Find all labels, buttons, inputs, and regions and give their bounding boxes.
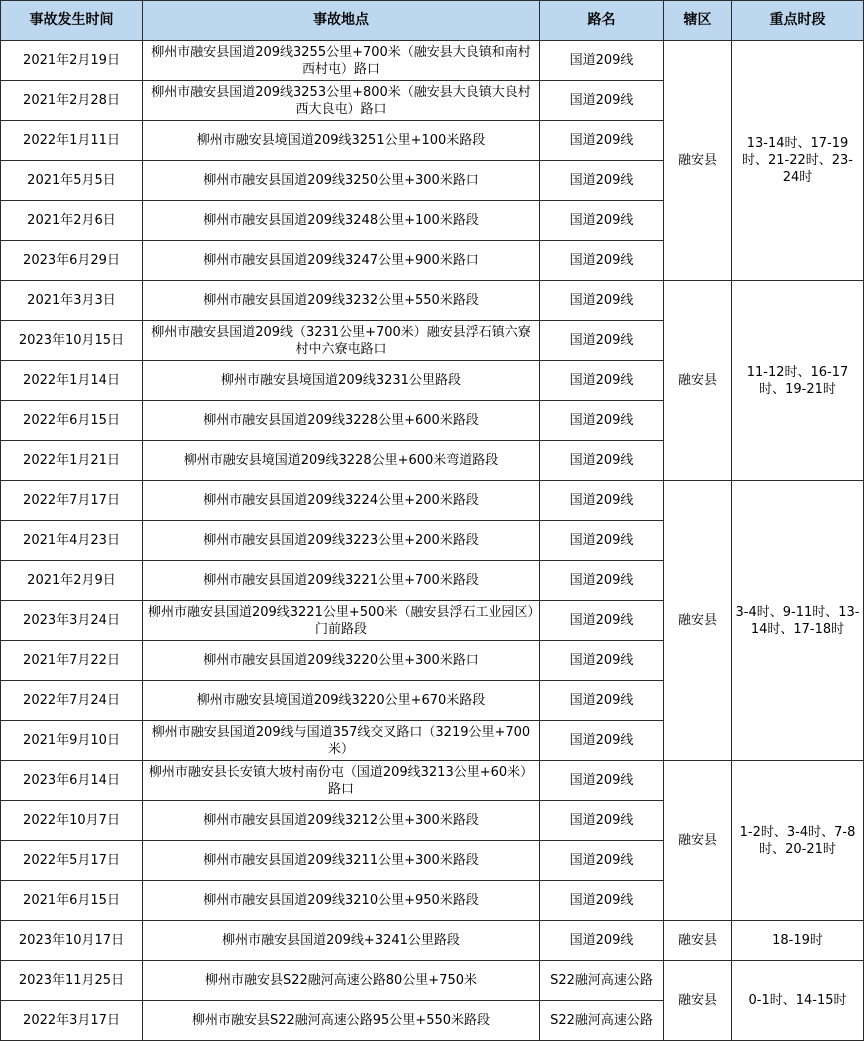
location-cell: 柳州市融安县国道209线3253公里+800米（融安县大良镇大良村西大良屯）路口 — [143, 81, 540, 121]
location-cell: 柳州市融安县国道209线3223公里+200米路段 — [143, 521, 540, 561]
location-cell: 柳州市融安县国道209线3210公里+950米路段 — [143, 881, 540, 921]
header-period: 重点时段 — [732, 1, 864, 41]
header-row — [1, 1, 864, 41]
location-cell: 柳州市融安县境国道209线3231公里路段 — [143, 361, 540, 401]
table-row — [1, 281, 864, 321]
road-cell: 国道209线 — [540, 41, 664, 81]
road-cell: 国道209线 — [540, 361, 664, 401]
road-cell: 国道209线 — [540, 801, 664, 841]
district-cell: 融安县 — [664, 41, 732, 281]
road-cell: 国道209线 — [540, 161, 664, 201]
header-date: 事故发生时间 — [1, 1, 143, 41]
period-cell: 0-1时、14-15时 — [732, 961, 864, 1041]
road-cell: 国道209线 — [540, 481, 664, 521]
date-cell: 2021年9月10日 — [1, 721, 143, 761]
location-cell: 柳州市融安县长安镇大坡村南份屯（国道209线3213公里+60米）路口 — [143, 761, 540, 801]
road-cell: 国道209线 — [540, 921, 664, 961]
date-cell: 2021年2月28日 — [1, 81, 143, 121]
location-cell: 柳州市融安县国道209线（3231公里+700米）融安县浮石镇六寮村中六寮屯路口 — [143, 321, 540, 361]
location-cell: 柳州市融安县国道209线3255公里+700米（融安县大良镇和南村西村屯）路口 — [143, 41, 540, 81]
location-cell: 柳州市融安县国道209线3220公里+300米路口 — [143, 641, 540, 681]
location-cell: 柳州市融安县国道209线3212公里+300米路段 — [143, 801, 540, 841]
period-cell: 13-14时、17-19时、21-22时、23-24时 — [732, 41, 864, 281]
road-cell: 国道209线 — [540, 441, 664, 481]
period-cell: 3-4时、9-11时、13-14时、17-18时 — [732, 481, 864, 761]
road-cell: 国道209线 — [540, 81, 664, 121]
road-cell: 国道209线 — [540, 281, 664, 321]
road-cell: 国道209线 — [540, 641, 664, 681]
table-row — [1, 481, 864, 521]
date-cell: 2022年1月11日 — [1, 121, 143, 161]
table-body — [1, 41, 864, 1041]
road-cell: 国道209线 — [540, 761, 664, 801]
road-cell: 国道209线 — [540, 521, 664, 561]
date-cell: 2023年11月25日 — [1, 961, 143, 1001]
date-cell: 2022年1月21日 — [1, 441, 143, 481]
header-location: 事故地点 — [143, 1, 540, 41]
date-cell: 2021年2月9日 — [1, 561, 143, 601]
location-cell: 柳州市融安县国道209线3221公里+700米路段 — [143, 561, 540, 601]
district-cell: 融安县 — [664, 281, 732, 481]
road-cell: 国道209线 — [540, 881, 664, 921]
date-cell: 2023年10月15日 — [1, 321, 143, 361]
date-cell: 2022年3月17日 — [1, 1001, 143, 1041]
location-cell: 柳州市融安县国道209线3228公里+600米路段 — [143, 401, 540, 441]
road-cell: 国道209线 — [540, 121, 664, 161]
date-cell: 2021年3月3日 — [1, 281, 143, 321]
road-cell: 国道209线 — [540, 601, 664, 641]
date-cell: 2023年3月24日 — [1, 601, 143, 641]
road-cell: 国道209线 — [540, 681, 664, 721]
district-cell: 融安县 — [664, 921, 732, 961]
location-cell: 柳州市融安县国道209线3224公里+200米路段 — [143, 481, 540, 521]
location-cell: 柳州市融安县境国道209线3228公里+600米弯道路段 — [143, 441, 540, 481]
date-cell: 2021年4月23日 — [1, 521, 143, 561]
location-cell: 柳州市融安县国道209线3221公里+500米（融安县浮石工业园区）门前路段 — [143, 601, 540, 641]
date-cell: 2022年7月17日 — [1, 481, 143, 521]
date-cell: 2023年6月14日 — [1, 761, 143, 801]
district-cell: 融安县 — [664, 961, 732, 1041]
table-row — [1, 41, 864, 81]
road-cell: 国道209线 — [540, 721, 664, 761]
location-cell: 柳州市融安县S22融河高速公路80公里+750米 — [143, 961, 540, 1001]
location-cell: 柳州市融安县国道209线3211公里+300米路段 — [143, 841, 540, 881]
table-row — [1, 921, 864, 961]
date-cell: 2023年6月29日 — [1, 241, 143, 281]
district-cell: 融安县 — [664, 761, 732, 921]
location-cell: 柳州市融安县S22融河高速公路95公里+550米路段 — [143, 1001, 540, 1041]
date-cell: 2021年2月19日 — [1, 41, 143, 81]
period-cell: 1-2时、3-4时、7-8时、20-21时 — [732, 761, 864, 921]
period-cell: 11-12时、16-17时、19-21时 — [732, 281, 864, 481]
date-cell: 2022年5月17日 — [1, 841, 143, 881]
location-cell: 柳州市融安县国道209线3248公里+100米路段 — [143, 201, 540, 241]
header-district: 辖区 — [664, 1, 732, 41]
date-cell: 2022年6月15日 — [1, 401, 143, 441]
road-cell: S22融河高速公路 — [540, 961, 664, 1001]
road-cell: 国道209线 — [540, 401, 664, 441]
header-road: 路名 — [540, 1, 664, 41]
table-row — [1, 961, 864, 1001]
date-cell: 2022年10月7日 — [1, 801, 143, 841]
date-cell: 2021年6月15日 — [1, 881, 143, 921]
district-cell: 融安县 — [664, 481, 732, 761]
date-cell: 2021年5月5日 — [1, 161, 143, 201]
location-cell: 柳州市融安县国道209线3250公里+300米路口 — [143, 161, 540, 201]
road-cell: 国道209线 — [540, 321, 664, 361]
table-row — [1, 761, 864, 801]
road-cell: S22融河高速公路 — [540, 1001, 664, 1041]
location-cell: 柳州市融安县国道209线3247公里+900米路口 — [143, 241, 540, 281]
location-cell: 柳州市融安县境国道209线3220公里+670米路段 — [143, 681, 540, 721]
location-cell: 柳州市融安县国道209线与国道357线交叉路口（3219公里+700米） — [143, 721, 540, 761]
date-cell: 2022年7月24日 — [1, 681, 143, 721]
date-cell: 2022年1月14日 — [1, 361, 143, 401]
road-cell: 国道209线 — [540, 241, 664, 281]
location-cell: 柳州市融安县国道209线3232公里+550米路段 — [143, 281, 540, 321]
road-cell: 国道209线 — [540, 201, 664, 241]
road-cell: 国道209线 — [540, 841, 664, 881]
period-cell: 18-19时 — [732, 921, 864, 961]
road-cell: 国道209线 — [540, 561, 664, 601]
location-cell: 柳州市融安县国道209线+3241公里路段 — [143, 921, 540, 961]
date-cell: 2021年7月22日 — [1, 641, 143, 681]
date-cell: 2023年10月17日 — [1, 921, 143, 961]
location-cell: 柳州市融安县境国道209线3251公里+100米路段 — [143, 121, 540, 161]
date-cell: 2021年2月6日 — [1, 201, 143, 241]
